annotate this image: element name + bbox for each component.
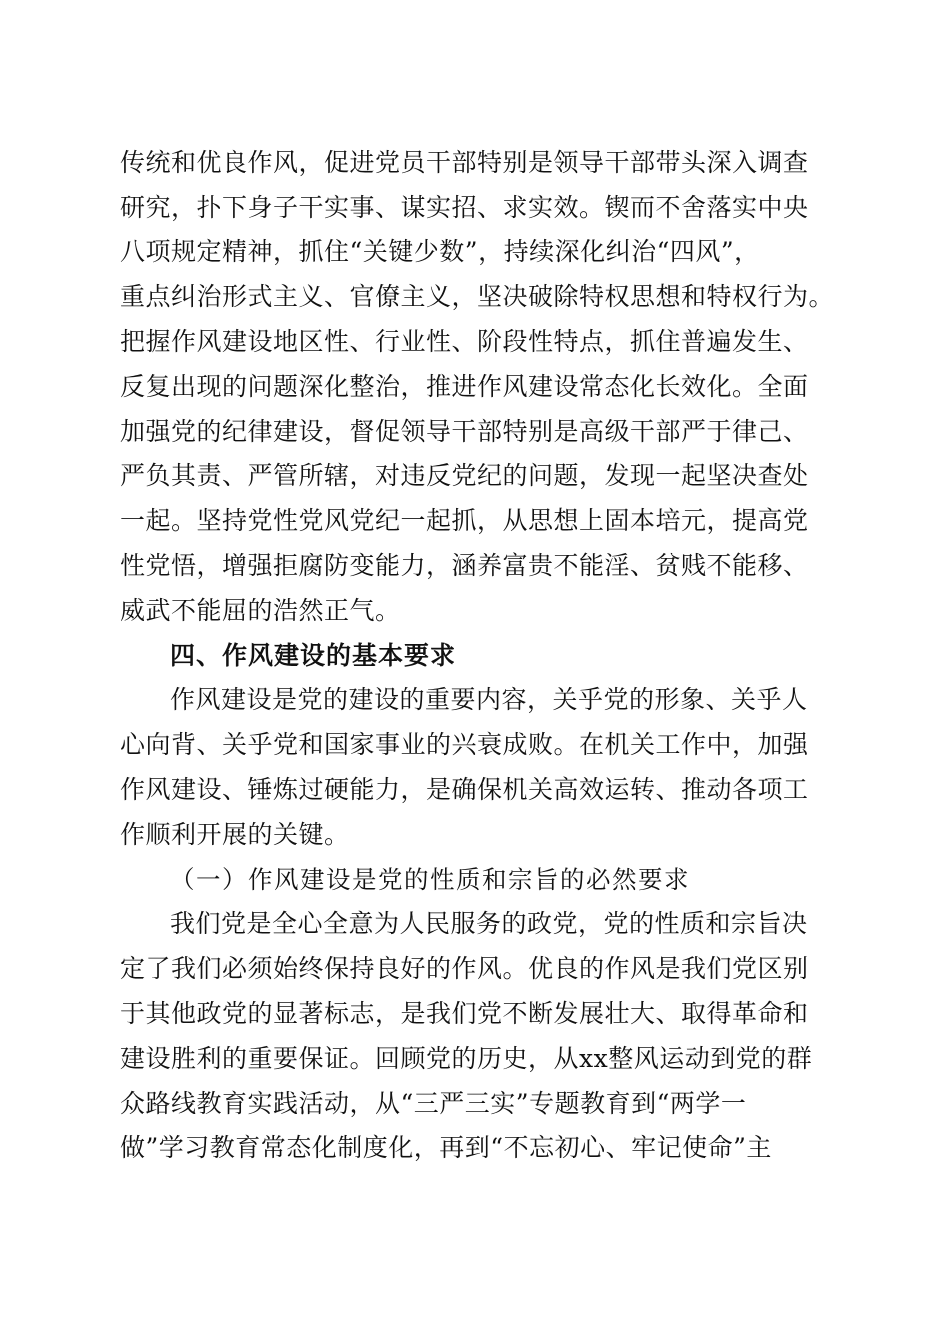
body-text-line: 作风建设、锤炼过硬能力，是确保机关高效运转、推动各项工: [120, 775, 809, 804]
section-heading: 四、作风建设的基本要求: [170, 641, 457, 670]
body-text-line: 心向背、关乎党和国家事业的兴衰成败。在机关工作中，加强: [120, 730, 809, 759]
body-text-line: 做”学习教育常态化制度化，再到“不忘初心、牢记使命”主: [120, 1133, 772, 1162]
body-text-line: 性党悟，增强拒腐防变能力，涵养富贵不能淫、贫贱不能移、: [120, 551, 809, 580]
body-text-line: 建设胜利的重要保证。回顾党的历史，从xx整风运动到党的群: [120, 1044, 813, 1073]
body-text-line: 反复出现的问题深化整治，推进作风建设常态化长效化。全面: [120, 372, 809, 401]
body-text-line: 一起。坚持党性党风党纪一起抓，从思想上固本培元，提高党: [120, 506, 809, 535]
body-text-line: 把握作风建设地区性、行业性、阶段性特点，抓住普遍发生、: [120, 327, 809, 356]
body-text-line: 加强党的纪律建设，督促领导干部特别是高级干部严于律己、: [120, 417, 809, 446]
body-text-line: 严负其责、严管所辖，对违反党纪的问题，发现一起坚决查处: [120, 461, 809, 490]
body-text-line: 八项规定精神，抓住“关键少数”，持续深化纠治“四风”，: [120, 237, 760, 266]
body-text-line: 定了我们必须始终保持良好的作风。优良的作风是我们党区别: [120, 954, 809, 983]
body-text-line: 重点纠治形式主义、官僚主义，坚决破除特权思想和特权行为。: [120, 282, 835, 311]
body-text-line: 于其他政党的显著标志，是我们党不断发展壮大、取得革命和: [120, 999, 809, 1028]
subsection-heading: （一）作风建设是党的性质和宗旨的必然要求: [170, 865, 690, 894]
body-text-line: 传统和优良作风，促进党员干部特别是领导干部带头深入调查: [120, 148, 809, 177]
body-text-line: 作顺利开展的关键。: [120, 820, 350, 849]
body-text-line: 研究，扑下身子干实事、谋实招、求实效。锲而不舍落实中央: [120, 193, 809, 222]
body-text-line: 众路线教育实践活动，从“三严三实”专题教育到“两学一: [120, 1089, 747, 1118]
paragraph-first-line: 作风建设是党的建设的重要内容，关乎党的形象、关乎人: [170, 685, 808, 714]
body-text-line: 威武不能屈的浩然正气。: [120, 596, 401, 625]
paragraph-first-line: 我们党是全心全意为人民服务的政党，党的性质和宗旨决: [170, 909, 808, 938]
